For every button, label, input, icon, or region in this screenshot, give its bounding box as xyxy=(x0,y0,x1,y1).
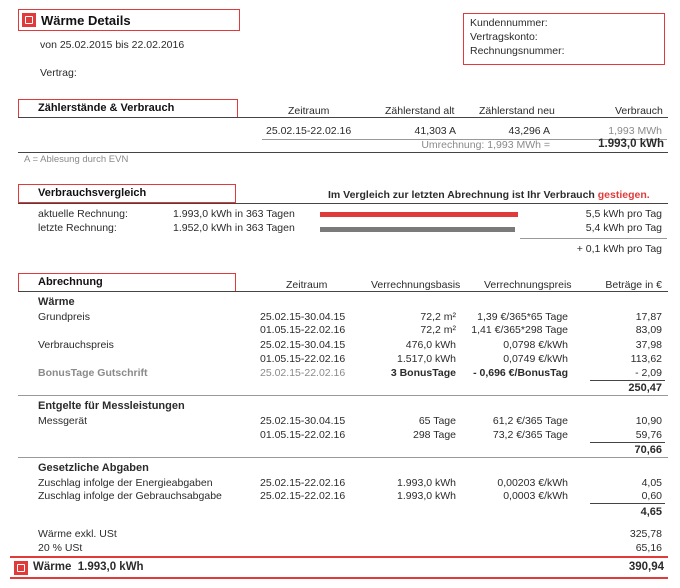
levies-group-title: Gesetzliche Abgaben xyxy=(38,462,149,474)
line-amount: 17,87 xyxy=(635,311,662,323)
line-period: 25.02.15-30.04.15 xyxy=(260,339,346,351)
line-amount: 59,76 xyxy=(635,429,662,441)
total-amount: 390,94 xyxy=(628,561,664,573)
table-rule xyxy=(18,395,668,396)
billing-header-basis: Verrechnungsbasis xyxy=(371,279,461,291)
bonus-amount: - 2,09 xyxy=(635,367,662,379)
line-basis: 1.517,0 kWh xyxy=(397,353,456,365)
line-amount: 83,09 xyxy=(635,324,662,336)
reading-footnote: A = Ablesung durch EVN xyxy=(24,154,129,165)
line-period: 01.05.15-22.02.16 xyxy=(260,429,346,441)
current-consumption-bar xyxy=(320,212,518,217)
total-label: Wärme 1.993,0 kWh xyxy=(33,561,144,573)
subtotal-rule xyxy=(590,442,665,443)
metering-subtotal: 70,66 xyxy=(634,444,662,456)
billing-header-amount: Beträge in € xyxy=(605,279,662,291)
net-label: Wärme exkl. USt xyxy=(38,528,117,540)
line-price: 0,0798 €/kWh xyxy=(503,339,568,351)
line-price: 73,2 €/365 Tage xyxy=(492,429,568,441)
last-invoice-value: 1.952,0 kWh in 363 Tagen xyxy=(173,222,295,234)
comparison-headline-text: Im Vergleich zur letzten Abrechnung ist Ihr Verbrauch xyxy=(328,189,595,201)
section-divider xyxy=(18,291,668,292)
last-consumption-bar xyxy=(320,227,515,232)
customer-number-label: Kundennummer: xyxy=(470,17,548,29)
line-price: 61,2 €/365 Tage xyxy=(492,415,568,427)
line-price: 1,39 €/365*65 Tage xyxy=(477,311,568,323)
line-period: 25.02.15-22.02.16 xyxy=(260,490,346,502)
line-period: 01.05.15-22.02.16 xyxy=(260,324,346,336)
line-amount: 4,05 xyxy=(641,477,662,489)
energy-levy-label: Zuschlag infolge der Energieabgaben xyxy=(38,477,213,489)
line-basis: 72,2 m² xyxy=(420,324,456,336)
meter-consumption: 1,993 MWh xyxy=(608,125,662,137)
comparison-headline xyxy=(328,189,650,201)
current-per-day: 5,5 kWh pro Tag xyxy=(585,208,662,220)
logo-icon xyxy=(14,561,28,575)
table-rule xyxy=(18,152,668,153)
invoice-number-label: Rechnungsnummer: xyxy=(470,45,565,57)
meter-new-reading: 43,296 A xyxy=(508,125,550,137)
meter-header-old: Zählerstand alt xyxy=(385,105,455,117)
line-price: 0,00203 €/kWh xyxy=(497,477,568,489)
line-basis: 72,2 m² xyxy=(420,311,456,323)
table-rule xyxy=(18,457,668,458)
current-invoice-value: 1.993,0 kWh in 363 Tagen xyxy=(173,208,295,220)
usage-levy-label: Zuschlag infolge der Gebrauchsabgabe xyxy=(38,490,222,502)
consumption-price-label: Verbrauchspreis xyxy=(38,339,114,351)
bonus-period: 25.02.15-22.02.16 xyxy=(260,367,346,379)
line-basis: 1.993,0 kWh xyxy=(397,490,456,502)
page-title: Wärme Details xyxy=(41,13,131,28)
line-price: 0,0749 €/kWh xyxy=(503,353,568,365)
meter-conversion-result: 1.993,0 kWh xyxy=(598,138,664,150)
line-period: 25.02.15-22.02.16 xyxy=(260,477,346,489)
billing-header-price: Verrechnungspreis xyxy=(484,279,572,291)
comparison-section-title: Verbrauchsvergleich xyxy=(38,187,147,199)
line-amount: 113,62 xyxy=(630,353,662,365)
line-amount: 37,98 xyxy=(635,339,662,351)
meter-conversion: Umrechnung: 1,993 MWh = xyxy=(421,139,550,151)
line-period: 25.02.15-30.04.15 xyxy=(260,311,346,323)
heat-group-title: Wärme xyxy=(38,296,75,308)
contract-label: Vertrag: xyxy=(40,67,77,79)
billing-period: von 25.02.2015 bis 22.02.2016 xyxy=(40,39,185,51)
meter-device-label: Messgerät xyxy=(38,415,88,427)
billing-header-period: Zeitraum xyxy=(286,279,328,291)
billing-section-title: Abrechnung xyxy=(38,276,103,288)
meter-old-reading: 41,303 A xyxy=(414,125,456,137)
account-label: Vertragskonto: xyxy=(470,31,538,43)
line-basis: 476,0 kWh xyxy=(405,339,456,351)
net-amount: 325,78 xyxy=(629,528,662,540)
subtotal-rule xyxy=(590,503,665,504)
line-price: 0,0003 €/kWh xyxy=(503,490,568,502)
line-basis: 1.993,0 kWh xyxy=(397,477,456,489)
meter-section-title: Zählerstände & Verbrauch xyxy=(38,102,175,114)
meter-period: 25.02.15-22.02.16 xyxy=(266,125,352,137)
base-price-label: Grundpreis xyxy=(38,311,90,323)
meter-header-consumption: Verbrauch xyxy=(615,105,663,117)
current-invoice-label: aktuelle Rechnung: xyxy=(38,208,128,220)
section-divider xyxy=(18,117,668,118)
metering-group-title: Entgelte für Messleistungen xyxy=(38,400,185,412)
total-rule xyxy=(10,556,668,558)
total-rule-bottom xyxy=(10,577,668,579)
table-rule xyxy=(520,238,667,239)
last-invoice-label: letzte Rechnung: xyxy=(38,222,117,234)
subtotal-rule xyxy=(590,380,665,381)
line-amount: 0,60 xyxy=(641,490,662,502)
vat-label: 20 % USt xyxy=(38,542,83,554)
line-period: 25.02.15-30.04.15 xyxy=(260,415,346,427)
levies-subtotal: 4,65 xyxy=(640,506,662,518)
vat-amount: 65,16 xyxy=(635,542,662,554)
bonus-basis: 3 BonusTage xyxy=(390,367,456,379)
meter-header-period: Zeitraum xyxy=(288,105,330,117)
bonus-price: - 0,696 €/BonusTag xyxy=(473,367,568,379)
section-divider xyxy=(18,203,668,204)
line-amount: 10,90 xyxy=(635,415,662,427)
heat-subtotal: 250,47 xyxy=(628,382,662,394)
line-basis: 298 Tage xyxy=(412,429,456,441)
last-per-day: 5,4 kWh pro Tag xyxy=(585,222,662,234)
logo-icon xyxy=(22,13,36,27)
line-period: 01.05.15-22.02.16 xyxy=(260,353,346,365)
bonus-label: BonusTage Gutschrift xyxy=(38,367,148,379)
meter-header-new: Zählerstand neu xyxy=(479,105,555,117)
comparison-highlight: gestiegen. xyxy=(597,189,650,201)
line-basis: 65 Tage xyxy=(418,415,456,427)
per-day-difference: + 0,1 kWh pro Tag xyxy=(576,243,662,255)
line-price: 1,41 €/365*298 Tage xyxy=(471,324,568,336)
